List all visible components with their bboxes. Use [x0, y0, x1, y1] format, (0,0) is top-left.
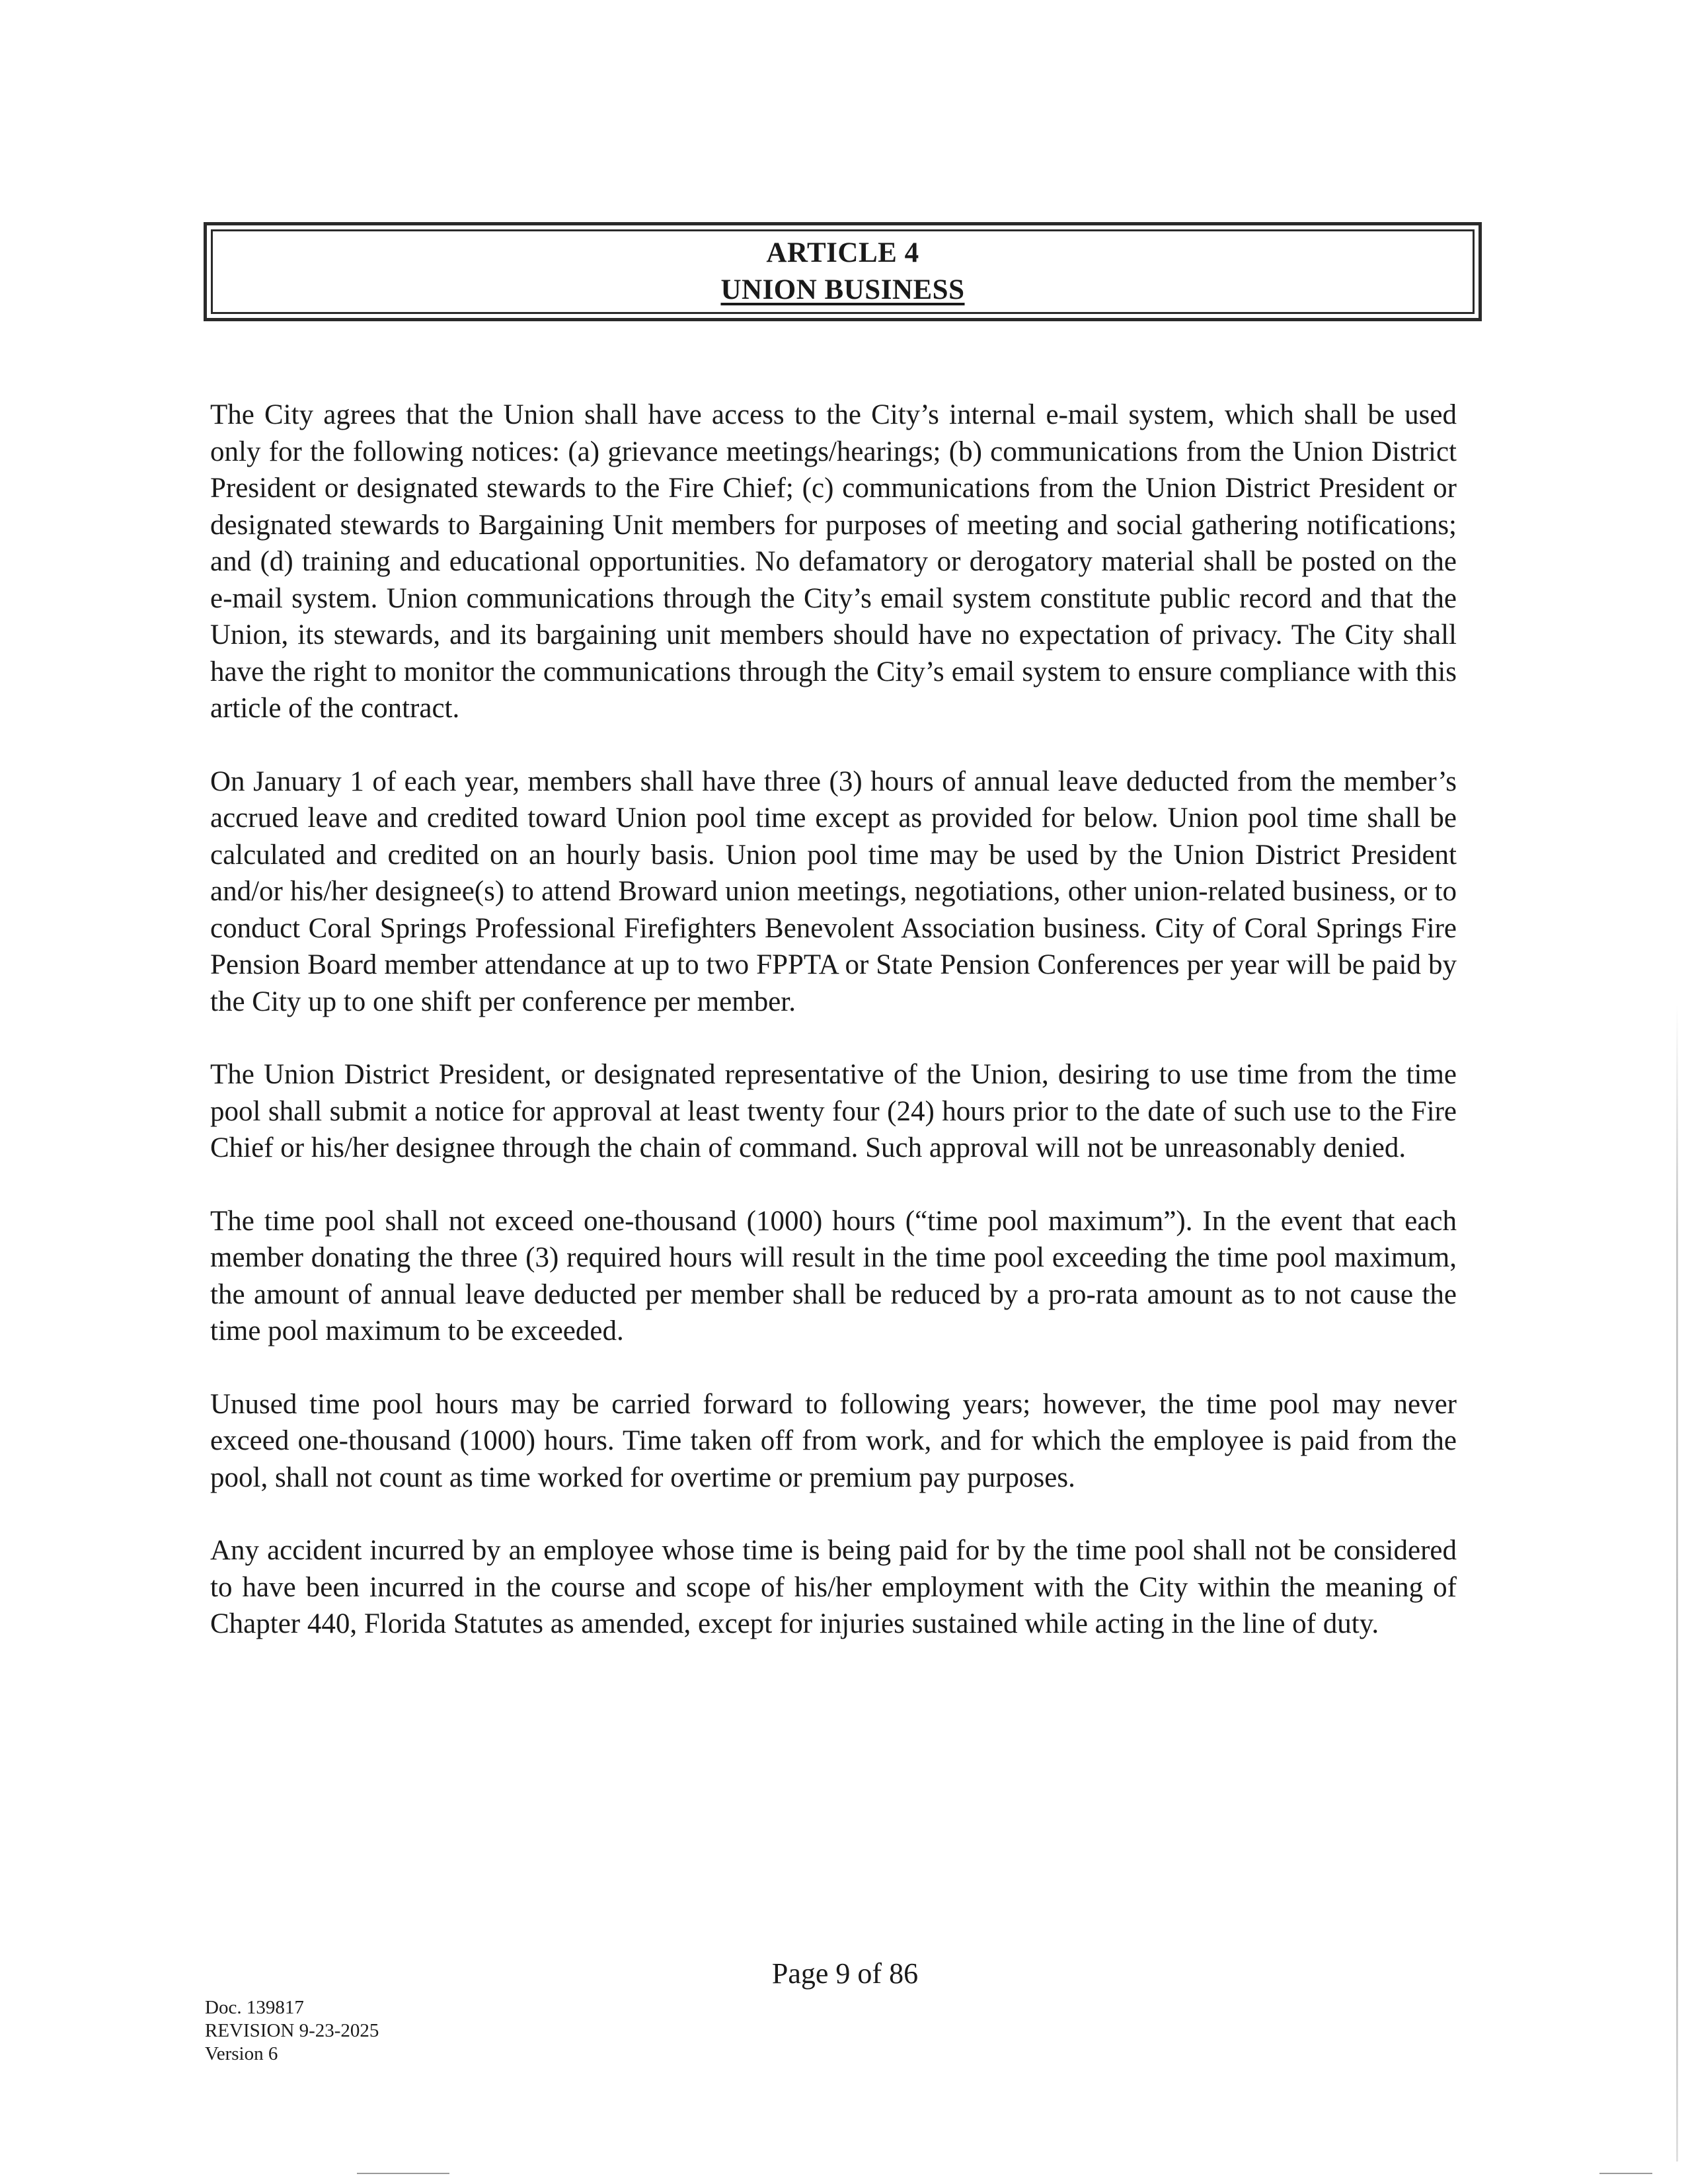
document-info	[205, 1996, 379, 2066]
paragraph-accident-liability: Any accident incurred by an employee whose time is being paid for by the time pool shall not be considered to have been incurred in the course and scope of his/her employment with the City within the meaning of Chapter 440, Florida Statutes as amended, except for injuries sustained while acting in the line of duty.	[210, 1535, 1457, 1639]
paragraph-unused-hours: Unused time pool hours may be carried forward to following years; however, the time pool may never exceed one-thousand (1000) hours. Time taken off from work, and for which the employee is paid from the pool, shall not count as time worked for overtime or premium pay purposes.	[210, 1388, 1457, 1493]
article-title: UNION BUSINESS	[720, 274, 965, 305]
article-heading-inner-border	[211, 229, 1475, 314]
paragraph-approval-notice: The Union District President, or designated representative of the Union, desiring to use time from the time pool shall submit a notice for approval at least twenty four (24) hours prior to the date of such use to the Fire Chief or his/her designee through the chain of command. Such approval will not be unreasonably denied.	[210, 1059, 1457, 1163]
page-number: Page 9 of 86	[771, 1957, 919, 1990]
paragraph-email-access: The City agrees that the Union shall have access to the City’s internal e-mail system, which shall be used only for the following notices: (a) grievance meetings/hearings; (b) communications from the Union District President or designated stewards to the Fire Chief; (c) communications from the Union District President or designated stewards to Bargaining Unit members for purposes of meeting and social gathering notifications; and (d) training and educational opportunities. No defamatory or derogatory material shall be posted on the e-mail system. Union communications through the City’s email system constitute public record and that the Union, its stewards, and its bargaining unit members should have no expectation of privacy. The City shall have the right to monitor the communications through the City’s email system to ensure compliance with this article of the contract.	[210, 399, 1457, 724]
version-label: Version 6	[205, 2043, 278, 2064]
article-heading-box	[204, 222, 1482, 321]
revision-date: REVISION 9-23-2025	[205, 2020, 379, 2041]
doc-number: Doc. 139817	[205, 1997, 304, 2018]
article-body	[210, 397, 1457, 1679]
paragraph-pool-maximum: The time pool shall not exceed one-thousand (1000) hours (“time pool maximum”). In the event that each member donating the three (3) required hours will result in the time pool exceeding the time pool maximum, the amount of annual leave deducted per member shall be reduced by a pro-rata amount as to not cause the time pool maximum to be exceeded.	[210, 1205, 1457, 1346]
paragraph-pool-time: On January 1 of each year, members shall have three (3) hours of annual leave deducted from the member’s accrued leave and credited toward Union pool time except as provided for below. Union pool time shall be calculated and credited on an hourly basis. Union pool time may be used by the Union District President and/or his/her designee(s) to attend Broward union meetings, negotiations, other union-related business, or to conduct Coral Springs Professional Firefighters Benevolent Association business. City of Coral Springs Fire Pension Board member attendance at up to two FPPTA or State Pension Conferences per year will be paid by the City up to one shift per conference per member.	[210, 765, 1457, 1017]
scan-line-artifact	[1599, 2173, 1652, 2174]
article-number: ARTICLE 4	[766, 237, 919, 268]
scan-edge-artifact	[1676, 1005, 1678, 2162]
scan-line-artifact	[357, 2173, 449, 2174]
